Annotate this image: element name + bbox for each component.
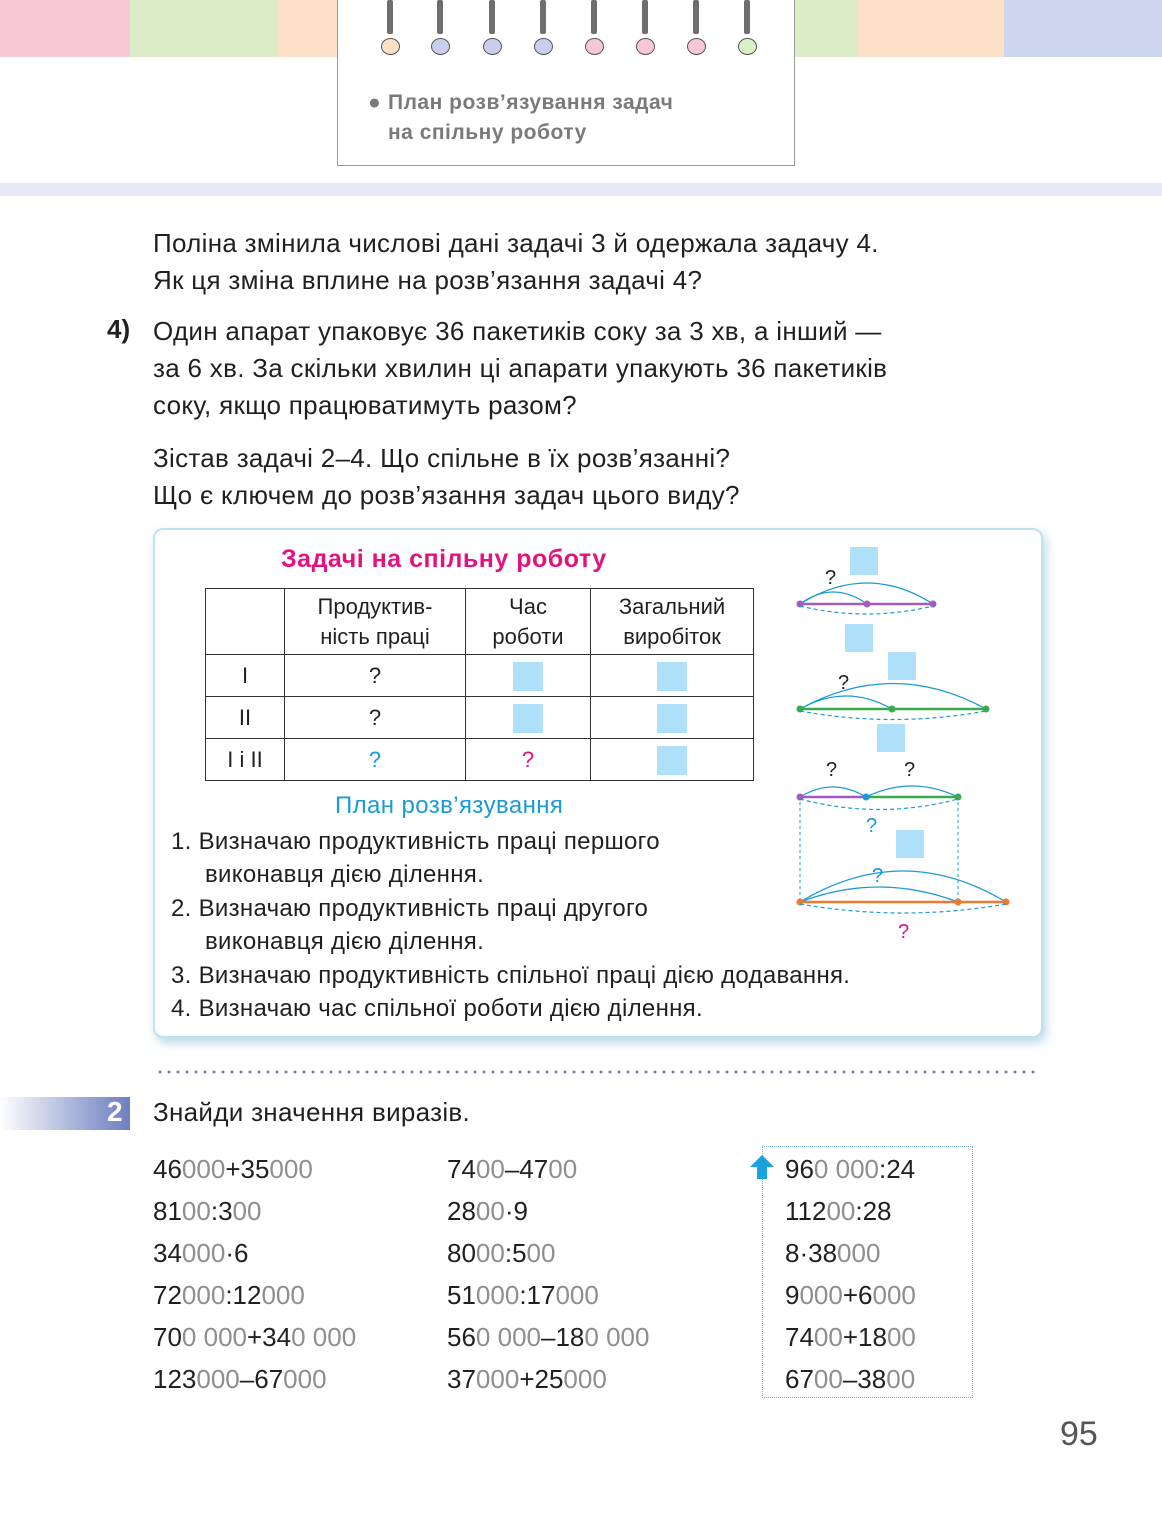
expression: 560 000–180 000 (447, 1322, 650, 1352)
blank-square-icon (888, 652, 916, 680)
plan-step-text: Визначаю продуктивність праці першого (198, 828, 660, 855)
header-productivity (285, 589, 466, 655)
blank-square-icon (657, 704, 687, 733)
expression: 7400+1800 (785, 1322, 916, 1352)
bullet-icon: ● (368, 91, 382, 114)
expression: 37000+25000 (447, 1364, 607, 1394)
plan-step-text: Визначаю продуктивність спільної праці дією додавання. (198, 962, 851, 989)
ring-hole-icon (381, 38, 400, 55)
header-strip-3 (277, 0, 337, 57)
task4-line-3: соку, якщо працюватимуть разом? (153, 390, 577, 420)
header-time-l1: Час (509, 593, 547, 619)
expression: 2800·9 (447, 1196, 528, 1226)
expression: 8100:300 (153, 1196, 262, 1226)
expression: 11200:28 (785, 1196, 892, 1226)
header-time-l2: роботи (492, 623, 564, 649)
row-total (591, 655, 754, 697)
header-separator (0, 183, 1162, 196)
plan-step-1 (171, 825, 660, 858)
ring-hole-icon (687, 38, 706, 55)
expression: 46000+35000 (153, 1154, 313, 1184)
topic-line-1: План розв’язування задач (388, 91, 674, 114)
header-strip-2 (130, 0, 277, 57)
row-label: I і II (206, 739, 285, 781)
expression: 72000:12000 (153, 1280, 305, 1310)
question-mark: ? (898, 921, 910, 943)
ring-binding-icon (437, 0, 443, 34)
row-label: I (206, 655, 285, 697)
joint-work-table (205, 588, 754, 781)
expressions-column-3 (785, 1148, 916, 1400)
arrow-up-icon (748, 1153, 776, 1181)
blank-square-icon (845, 624, 873, 652)
table-row (206, 739, 754, 781)
header-productivity-l1: Продуктив- (317, 593, 433, 619)
row-productivity: ? (285, 697, 466, 739)
expression: 6700–3800 (785, 1364, 916, 1394)
row-total (591, 697, 754, 739)
blank-square-icon (513, 662, 543, 691)
row-time (466, 697, 591, 739)
header-total-l2: виробіток (623, 623, 721, 649)
plan-step-text: Визначаю час спільної роботи дією ділення. (198, 995, 703, 1022)
plan-step-3 (171, 959, 850, 992)
plan-step-4 (171, 992, 703, 1025)
topic-line-2: на спільну роботу (388, 121, 587, 144)
ring-hole-icon (483, 38, 502, 55)
exercise-number: 2 (107, 1096, 123, 1127)
question-mark: ? (904, 759, 916, 781)
header-total (591, 589, 754, 655)
blank-square-icon (513, 704, 543, 733)
segment-diagram (780, 540, 1030, 960)
plan-title: План розв’язування (335, 792, 564, 819)
row-productivity: ? (285, 655, 466, 697)
question-mark: ? (866, 815, 878, 837)
header-total-l1: Загальний (618, 593, 726, 619)
ring-binding-icon (387, 0, 393, 34)
topic-title (368, 88, 674, 148)
ring-binding-icon (489, 0, 495, 34)
intro-line-1: Поліна змінила числові дані задачі 3 й одержала задачу 4. (153, 228, 879, 258)
table-corner-cell (206, 589, 285, 655)
expressions-column-1 (153, 1148, 356, 1400)
expression: 8000:500 (447, 1238, 556, 1268)
plan-step-1-cont: виконавця дією ділення. (205, 861, 485, 888)
question-mark: ? (826, 759, 838, 781)
blank-square-icon (850, 547, 878, 575)
plan-step-2 (171, 892, 648, 925)
rule-box-title: Задачі на спільну роботу (281, 545, 607, 573)
plan-step-number: 1. (171, 828, 192, 855)
expressions-column-2 (447, 1148, 649, 1400)
page-number: 95 (1060, 1415, 1098, 1453)
blank-square-icon (657, 662, 687, 691)
row-productivity: ? (285, 739, 466, 781)
question-mark: ? (825, 567, 837, 589)
question-mark: ? (838, 672, 850, 694)
table-row (206, 655, 754, 697)
ring-hole-icon (534, 38, 553, 55)
question-mark: ? (872, 865, 884, 887)
ring-hole-icon (738, 38, 757, 55)
dotted-divider (158, 1066, 1042, 1078)
intro-line-2: Як ця зміна вплине на розв’язання задачі 4? (153, 265, 703, 295)
ring-binding-icon (744, 0, 750, 34)
ring-binding-icon (540, 0, 546, 34)
plan-step-number: 3. (171, 962, 192, 989)
expression: 51000:17000 (447, 1280, 599, 1310)
expression: 960 000:24 (785, 1154, 916, 1184)
row-time: ? (466, 739, 591, 781)
task4-line-2: за 6 хв. За скільки хвилин ці апарати упакують 36 пакетиків (153, 353, 888, 383)
header-productivity-l2: ність праці (320, 623, 430, 649)
row-label: II (206, 697, 285, 739)
header-strip-6 (1004, 0, 1162, 57)
header-strip-5 (858, 0, 1004, 57)
compare-line-1: Зістав задачі 2–4. Що спільне в їх розв’язанні? (153, 443, 731, 473)
expression: 34000·6 (153, 1238, 249, 1268)
ring-binding-icon (591, 0, 597, 34)
plan-step-number: 2. (171, 895, 192, 922)
plan-step-number: 4. (171, 995, 192, 1022)
blank-square-icon (657, 746, 687, 775)
header-strip-1 (0, 0, 130, 57)
exercise-title: Знайди значення виразів. (153, 1097, 471, 1127)
plan-step-2-cont: виконавця дією ділення. (205, 928, 485, 955)
header-strip-4 (795, 0, 858, 57)
expression: 7400–4700 (447, 1154, 578, 1184)
task-number: 4) (107, 314, 131, 344)
expression: 8·38000 (785, 1238, 881, 1268)
compare-line-2: Що є ключем до розв’язання задач цього виду? (153, 480, 740, 510)
ring-hole-icon (585, 38, 604, 55)
ring-binding-icon (642, 0, 648, 34)
row-total (591, 739, 754, 781)
ring-binding-icon (693, 0, 699, 34)
ring-hole-icon (636, 38, 655, 55)
expression: 123000–67000 (153, 1364, 327, 1394)
expression: 700 000+340 000 (153, 1322, 357, 1352)
ring-hole-icon (431, 38, 450, 55)
header-time (466, 589, 591, 655)
task4-line-1: Один апарат упаковує 36 пакетиків соку за 3 хв, а інший — (153, 316, 882, 346)
expression: 9000+6000 (785, 1280, 916, 1310)
row-time (466, 655, 591, 697)
blank-square-icon (877, 724, 905, 752)
table-row (206, 697, 754, 739)
plan-step-text: Визначаю продуктивність праці другого (198, 895, 649, 922)
blank-square-icon (896, 830, 924, 858)
